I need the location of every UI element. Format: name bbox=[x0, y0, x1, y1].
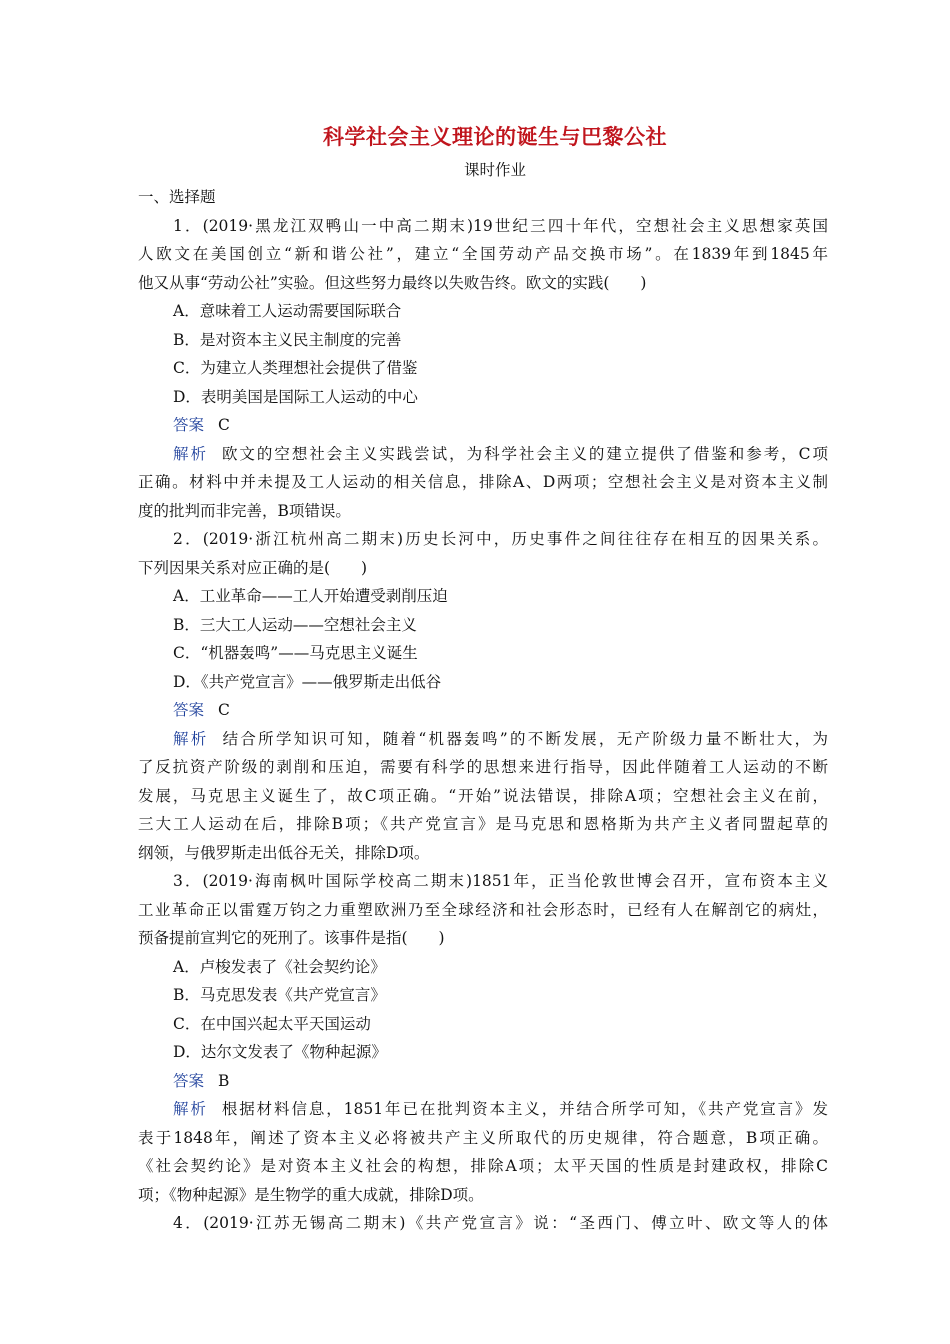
analysis-text: 度的批判而非完善，B项错误。 bbox=[138, 501, 351, 520]
analysis-text: 欧文的空想社会主义实践尝试，为科学社会主义的建立提供了借鉴和参考，C项 bbox=[221, 444, 828, 463]
question-text: 预备提前宣判它的死刑了。该事件是指( ) bbox=[138, 929, 445, 947]
option-c: C．“机器轰鸣”——马克思主义诞生 bbox=[173, 644, 418, 662]
option-d: D．表明美国是国际工人运动的中心 bbox=[173, 387, 418, 406]
question-2 bbox=[138, 525, 828, 867]
analysis-text: 发展，马克思主义诞生了，故C项正确。“开始”说法错误，排除A项；空想社会主义在前， bbox=[138, 786, 828, 805]
answer-line bbox=[138, 1067, 828, 1096]
analysis-text: 根据材料信息，1851年已在批判资本主义，并结合所学可知，《共产党宣言》发 bbox=[221, 1100, 828, 1118]
analysis-text: 结合所学知识可知，随着“机器轰鸣”的不断发展，无产阶级力量不断壮大，为 bbox=[222, 729, 828, 748]
analysis-label: 解析 bbox=[173, 1100, 208, 1118]
question-text: 4．(2019·江苏无锡高二期末)《共产党宣言》说：“圣西门、傅立叶、欧文等人的体 bbox=[173, 1214, 828, 1232]
question-text: 工业革命正以雷霆万钧之力重塑欧洲乃至全球经济和社会形态时，已经有人在解剖它的病灶， bbox=[138, 900, 828, 919]
analysis-text: 项；《物种起源》是生物学的重大成就，排除D项。 bbox=[138, 1185, 484, 1204]
option-a: A．卢梭发表了《社会契约论》 bbox=[173, 957, 386, 976]
option-a: A．意味着工人运动需要国际联合 bbox=[173, 302, 402, 320]
analysis-text: 表于1848年，阐述了资本主义必将被共产主义所取代的历史规律，符合题意，B项正确。 bbox=[138, 1128, 828, 1147]
answer-line bbox=[138, 696, 828, 725]
question-1 bbox=[138, 212, 828, 526]
question-text: 3．(2019·海南枫叶国际学校高二期末)1851年，正当伦敦世博会召开，宣布资本主义 bbox=[173, 872, 828, 890]
option-b: B．是对资本主义民主制度的完善 bbox=[173, 330, 402, 349]
question-text: 2．(2019·浙江杭州高二期末)历史长河中，历史事件之间往往存在相互的因果关系。 bbox=[173, 530, 828, 548]
question-text: 人欧文在美国创立“新和谐公社”，建立“全国劳动产品交换市场”。在1839年到1845年 bbox=[138, 245, 828, 263]
answer-value: B bbox=[218, 1071, 230, 1090]
page-title: 科学社会主义理论的诞生与巴黎公社 bbox=[323, 124, 667, 149]
option-c: C．为建立人类理想社会提供了借鉴 bbox=[173, 359, 418, 377]
analysis-text: 三大工人运动在后，排除B项；《共产党宣言》是马克思和恩格斯为共产主义者同盟起草的 bbox=[138, 815, 828, 833]
option-d: D．达尔文发表了《物种起源》 bbox=[173, 1043, 387, 1061]
section-heading: 一、选择题 bbox=[138, 188, 216, 206]
option-b: B．马克思发表《共产党宣言》 bbox=[173, 986, 386, 1004]
document-content bbox=[138, 183, 828, 1238]
answer-value: C bbox=[218, 416, 230, 434]
question-3 bbox=[138, 867, 828, 1209]
analysis-label: 解析 bbox=[173, 444, 208, 463]
question-text: 他又从事“劳动公社”实验。但这些努力最终以失败告终。欧文的实践( ) bbox=[138, 273, 647, 292]
answer-label: 答案 bbox=[173, 416, 205, 434]
answer-label: 答案 bbox=[173, 1071, 205, 1090]
question-text: 1．(2019·黑龙江双鸭山一中高二期末)19世纪三四十年代，空想社会主义思想家英国 bbox=[173, 216, 828, 235]
analysis-text: 正确。材料中并未提及工人运动的相关信息，排除A、D两项；空想社会主义是对资本主义制 bbox=[138, 473, 828, 491]
answer-value: C bbox=[218, 701, 230, 719]
analysis-text: 纲领，与俄罗斯走出低谷无关，排除D项。 bbox=[138, 843, 430, 862]
analysis-line bbox=[138, 725, 828, 754]
option-c: C．在中国兴起太平天国运动 bbox=[173, 1014, 371, 1033]
analysis-line bbox=[138, 440, 828, 469]
answer-line bbox=[138, 411, 828, 440]
analysis-text: 了反抗资产阶级的剥削和压迫，需要有科学的思想来进行指导，因此伴随着工人运动的不断 bbox=[138, 758, 828, 776]
question-text: 下列因果关系对应正确的是( ) bbox=[138, 558, 368, 577]
option-b: B．三大工人运动——空想社会主义 bbox=[173, 615, 417, 634]
page-subtitle: 课时作业 bbox=[463, 161, 526, 179]
analysis-label: 解析 bbox=[173, 729, 209, 748]
answer-label: 答案 bbox=[173, 701, 205, 719]
analysis-line bbox=[138, 1095, 828, 1124]
analysis-text: 《社会契约论》是对资本主义社会的构想，排除A项；太平天国的性质是封建政权，排除C bbox=[138, 1157, 828, 1175]
option-d: D．《共产党宣言》——俄罗斯走出低谷 bbox=[173, 672, 442, 691]
option-a: A．工业革命——工人开始遭受剥削压迫 bbox=[173, 587, 448, 605]
question-4 bbox=[138, 1209, 828, 1238]
